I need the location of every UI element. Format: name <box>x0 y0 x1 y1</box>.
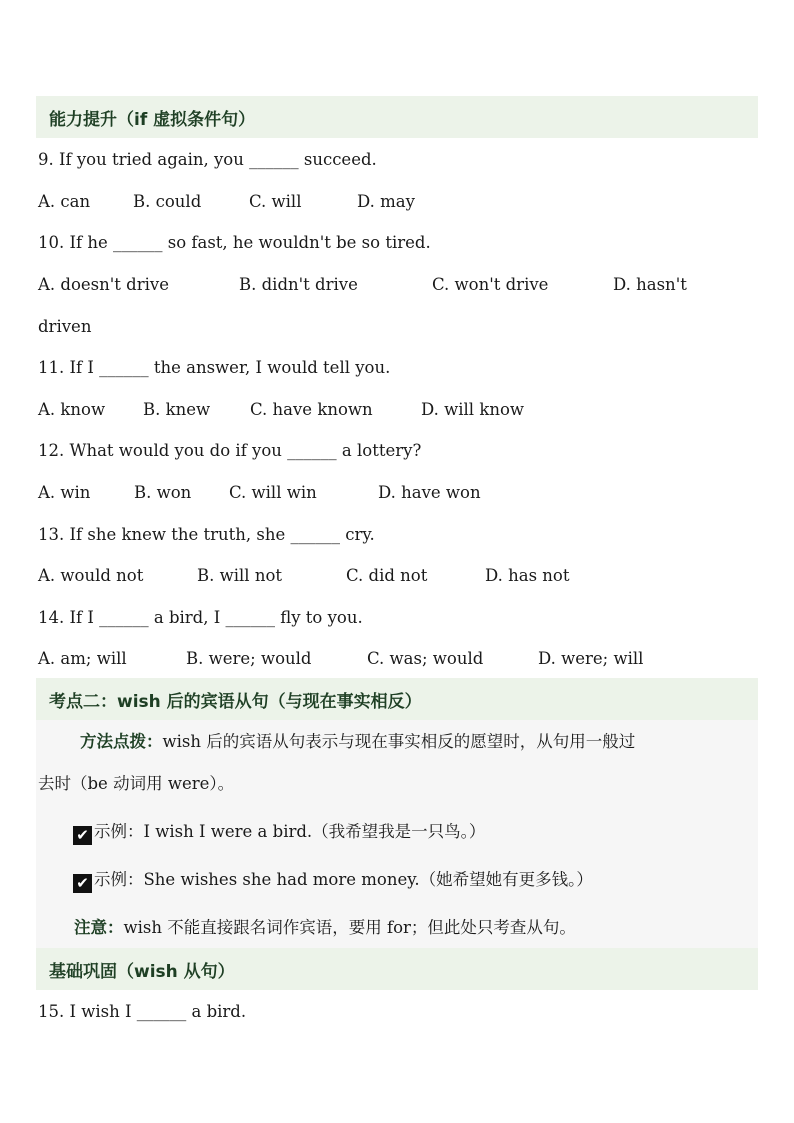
question-12-options <box>38 482 481 504</box>
example-1-text: 示例：I wish I were a bird.（我希望我是一只鸟。） <box>94 822 486 841</box>
option-a: A. am; will <box>38 649 127 668</box>
option-c: C. have known <box>250 400 373 419</box>
option-a: A. win <box>38 483 91 502</box>
option-a: A. can <box>38 192 91 211</box>
method-tip-line-2: 去时（be 动词用 were）。 <box>38 774 235 793</box>
question-10-option-d-wrap: driven <box>38 317 92 336</box>
section-heading-if-conditional: 能力提升（if 虚拟条件句） <box>36 96 758 138</box>
note-line <box>74 917 576 939</box>
option-b: B. will not <box>197 566 283 585</box>
method-text: wish 后的宾语从句表示与现在事实相反的愿望时，从句用一般过 <box>162 732 636 751</box>
option-d: D. will know <box>421 400 525 419</box>
section-heading-wish-clause: 考点二：wish 后的宾语从句（与现在事实相反） <box>36 678 758 720</box>
example-1 <box>73 821 485 845</box>
option-d: D. hasn't <box>613 275 687 294</box>
question-12-stem: 12. What would you do if you ______ a lottery? <box>38 441 422 460</box>
option-b: B. could <box>133 192 202 211</box>
option-b: B. were; would <box>186 649 312 668</box>
question-9-options <box>38 191 415 213</box>
method-label: 方法点拨： <box>80 732 163 751</box>
option-a: A. know <box>38 400 106 419</box>
checkbox-checked-icon: ✔ <box>73 826 92 845</box>
question-14-options <box>38 648 643 670</box>
question-13-options <box>38 565 570 587</box>
option-c: C. won't drive <box>432 275 549 294</box>
option-a: A. doesn't drive <box>38 275 169 294</box>
option-d: D. were; will <box>538 649 644 668</box>
option-a: A. would not <box>38 566 144 585</box>
question-11-options <box>38 399 524 421</box>
question-15-stem: 15. I wish I ______ a bird. <box>38 1002 247 1021</box>
option-b: B. won <box>134 483 192 502</box>
option-c: C. will win <box>229 483 317 502</box>
question-9-stem: 9. If you tried again, you ______ succeed. <box>38 150 377 169</box>
method-tip-line-1 <box>80 731 635 753</box>
note-label: 注意： <box>74 918 124 937</box>
option-c: C. will <box>249 192 302 211</box>
option-c: C. did not <box>346 566 428 585</box>
question-14-stem: 14. If I ______ a bird, I ______ fly to you. <box>38 608 363 627</box>
option-c: C. was; would <box>367 649 484 668</box>
example-2-text: 示例：She wishes she had more money.（她希望她有更多钱。） <box>94 870 593 889</box>
option-d: D. have won <box>378 483 481 502</box>
option-b: B. didn't drive <box>239 275 358 294</box>
checkbox-checked-icon: ✔ <box>73 874 92 893</box>
option-b: B. knew <box>143 400 211 419</box>
note-text: wish 不能直接跟名词作宾语，要用 for；但此处只考查从句。 <box>123 918 576 937</box>
option-d: D. may <box>357 192 415 211</box>
option-d: D. has not <box>485 566 570 585</box>
question-10-options <box>38 274 687 296</box>
question-10-stem: 10. If he ______ so fast, he wouldn't be so tired. <box>38 233 431 252</box>
question-11-stem: 11. If I ______ the answer, I would tell you. <box>38 358 391 377</box>
question-13-stem: 13. If she knew the truth, she ______ cry. <box>38 525 375 544</box>
section-heading-basic-wish: 基础巩固（wish 从句） <box>36 948 758 990</box>
example-2 <box>73 869 593 893</box>
